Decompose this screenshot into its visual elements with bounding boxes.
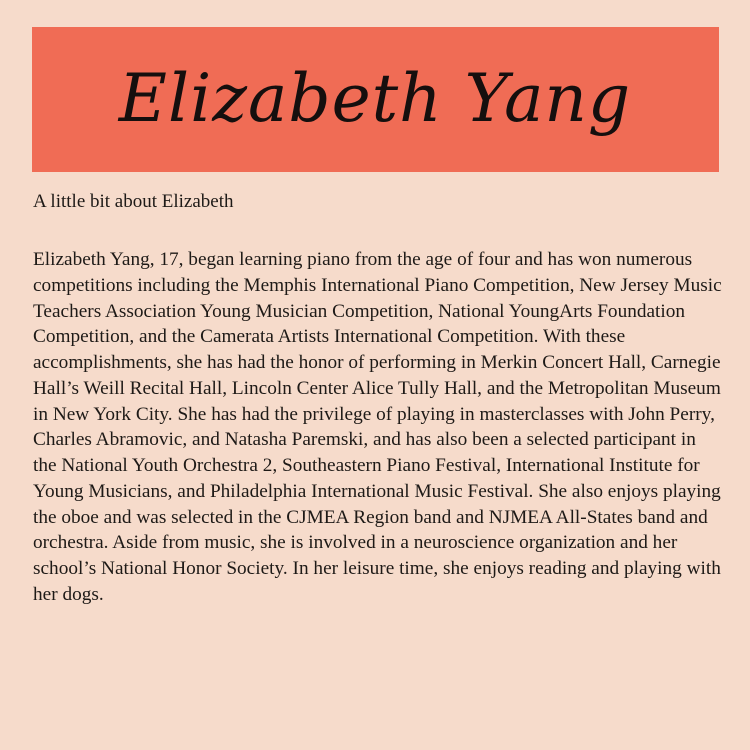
title-banner <box>32 27 719 172</box>
page-title: Elizabeth Yang <box>118 60 632 137</box>
title-svg <box>32 27 719 172</box>
section-subtitle: A little bit about Elizabeth <box>33 191 234 212</box>
bio-paragraph: Elizabeth Yang, 17, began learning piano from the age of four and has won numerous competitions including the Memphis International Piano Competition, New Jersey Music Teachers Association Young Musician Competition, National YoungArts Foundation Competition, and the Camerata Artists International Competition. With these accomplishments, she has had the honor of performing in Merkin Concert Hall, Carnegie Hall’s Weill Recital Hall, Lincoln Center Alice Tully Hall, and the Metropolitan Museum in New York City. She has had the privilege of playing in masterclasses with John Perry, Charles Abramovic, and Natasha Paremski, and has also been a selected participant in the National Youth Orchestra 2, Southeastern Piano Festival, International Institute for Young Musicians, and Philadelphia International Music Festival. She also enjoys playing the oboe and was selected in the CJMEA Region band and NJMEA All-States band and orchestra. Aside from music, she is involved in a neuroscience organization and her school’s National Honor Society. In her leisure time, she enjoys reading and playing with her dogs. <box>33 249 722 605</box>
